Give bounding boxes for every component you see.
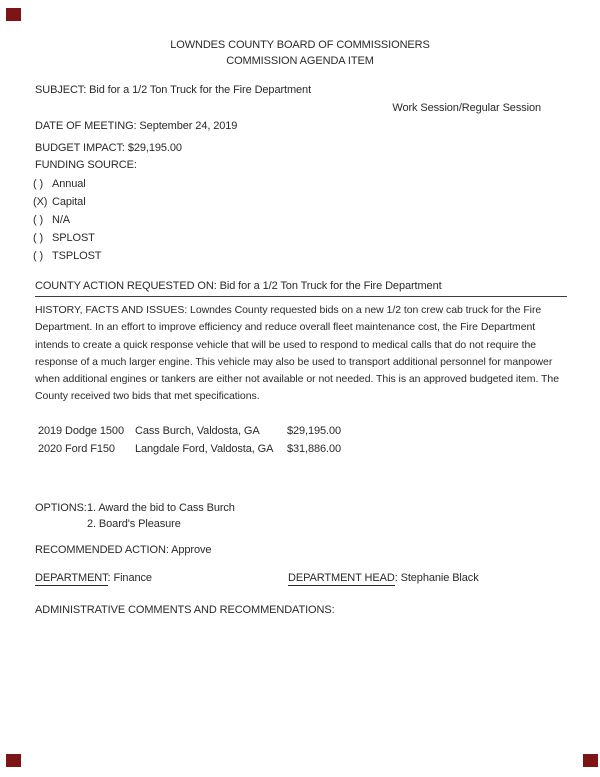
bid-vendor: Langdale Ford, Valdosta, GA	[135, 442, 274, 455]
funding-option-tsplost	[33, 247, 101, 265]
funding-option-label: Capital	[52, 196, 86, 208]
bids-table	[38, 423, 341, 458]
budget-impact-line: BUDGET IMPACT: $29,195.00	[35, 142, 182, 154]
bid-row	[38, 441, 341, 459]
option-item-2: 2. Board's Pleasure	[87, 518, 181, 530]
department-head-label: DEPARTMENT HEAD	[288, 572, 395, 584]
checkbox-unchecked-icon: ( )	[33, 178, 44, 190]
funding-option-splost	[33, 229, 101, 247]
checkbox-unchecked-icon: ( )	[33, 214, 44, 226]
admin-comments-line: ADMINISTRATIVE COMMENTS AND RECOMMENDATIONS:	[35, 604, 335, 616]
funding-option-annual	[33, 175, 101, 193]
department-head-value: : Stephanie Black	[394, 572, 479, 584]
checkbox-unchecked-icon: ( )	[33, 250, 44, 262]
department-head-line	[288, 571, 479, 586]
corner-mark-top-left	[6, 8, 21, 21]
department-value: : Finance	[107, 572, 152, 584]
corner-mark-bottom-right	[583, 754, 598, 767]
bid-vehicle-model: 2020 Ford F150	[38, 442, 115, 455]
bid-amount: $31,886.00	[287, 442, 342, 455]
department-line	[35, 571, 152, 586]
funding-option-label: N/A	[52, 214, 71, 226]
checkbox-unchecked-icon: ( )	[33, 232, 44, 244]
corner-mark-bottom-left	[6, 754, 21, 767]
bid-row	[38, 423, 341, 441]
funding-source-label: FUNDING SOURCE:	[35, 159, 137, 171]
session-type-line: Work Session/Regular Session	[392, 102, 541, 114]
subject-line: SUBJECT: Bid for a 1/2 Ton Truck for the Fire Department	[35, 84, 312, 96]
county-action-line: COUNTY ACTION REQUESTED ON: Bid for a 1/2 Ton Truck for the Fire Department	[35, 280, 442, 292]
department-label: DEPARTMENT	[35, 572, 108, 584]
funding-options-list	[33, 175, 101, 265]
document-subtitle: COMMISSION AGENDA ITEM	[226, 55, 374, 67]
date-of-meeting-line: DATE OF MEETING: September 24, 2019	[35, 120, 238, 132]
section-divider	[35, 296, 567, 297]
bid-vendor: Cass Burch, Valdosta, GA	[135, 425, 260, 437]
recommended-action-line: RECOMMENDED ACTION: Approve	[35, 544, 212, 556]
funding-option-label: SPLOST	[52, 232, 95, 244]
history-facts-paragraph: HISTORY, FACTS AND ISSUES: Lowndes County requested bids on a new 1/2 ton crew cab truck for the Fire Department. In an effort to improve efficiency and reduce overall fleet maintenance cost, the Fire Department intends to create a quick response vehicle that will be used to respond to medical calls that do not require the response of a much larger engine. This vehicle may also be used to transport additional personnel for manpower when additional engines or tankers are either not available or not needed. This is an approved budgeted item. The County received two bids that met specifications.	[35, 304, 559, 403]
document-title: LOWNDES COUNTY BOARD OF COMMISSIONERS	[170, 39, 430, 51]
checkbox-checked-icon: (X)	[33, 196, 48, 208]
options-label: OPTIONS:	[35, 502, 87, 514]
bid-vehicle-model: 2019 Dodge 1500	[38, 425, 124, 437]
funding-option-capital	[33, 193, 101, 211]
funding-option-na	[33, 211, 101, 229]
options-line	[35, 501, 235, 516]
funding-option-label: Annual	[52, 178, 86, 190]
funding-option-label: TSPLOST	[52, 250, 102, 262]
option-item-1: 1. Award the bid to Cass Burch	[87, 502, 235, 514]
bid-amount: $29,195.00	[287, 425, 342, 437]
